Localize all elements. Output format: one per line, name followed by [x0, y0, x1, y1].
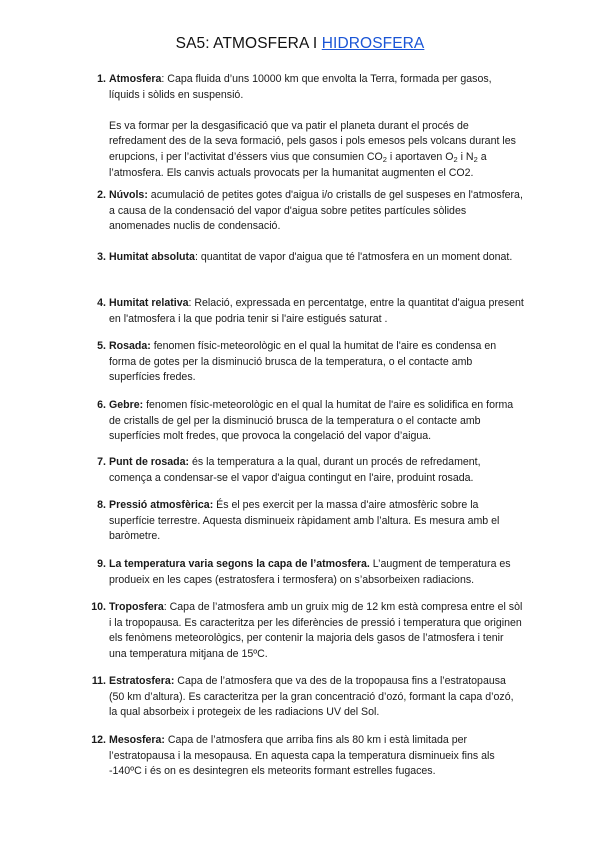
item-term: Humitat relativa	[109, 297, 189, 309]
hidrosfera-link[interactable]: HIDROSFERA	[321, 35, 425, 52]
title-prefix: SA5: ATMOSFERA I	[175, 35, 322, 52]
item-text: és la temperatura a la qual, durant un procés de refredament, comença a condensar-se el vapor d'aigua contingut en l'aire, produint rosada.	[109, 456, 481, 484]
item-text: Capa de l’atmosfera que va des de la tropopausa fins a l’estratopausa (50 km d’altura). Es caracteritza per la gran concentració d’ozó, formant la capa d’ozó, la qual absorbeix i protegeix de les radiacions UV del Sol.	[109, 675, 514, 719]
item-term: Troposfera	[109, 601, 164, 613]
item-number: 4.	[97, 297, 106, 309]
item-number: 3.	[97, 251, 106, 263]
item-text: : quantitat de vapor d'aigua que té l'atmosfera en un moment donat.	[194, 251, 513, 263]
item-term: Rosada:	[109, 340, 151, 352]
item-text: : Relació, expressada en percentatge, entre la quantitat d'aigua present en l'atmosfera i la que podria tenir si l'aire estigués saturat .	[109, 297, 524, 325]
item-text: Capa de l’atmosfera que arriba fins als 80 km i està limitada per l’estratopausa i la mesopausa. En aquesta capa la temperatura disminueix fins als -140ºC i és on es desintegren els meteorits formant estrelles fugaces.	[109, 734, 495, 778]
item-text: fenomen físic-meteorològic en el qual la humitat de l'aire es condensa en forma de gotes per la disminució brusca de la temperatura, o el contacte amb superfícies fredes.	[109, 340, 497, 384]
item-text: acumulació de petites gotes d'aigua i/o cristalls de gel suspeses en l'atmosfera, a causa de la condensació del vapor d'aigua sobre petites partícules sòlides anomenades nuclis de condensació.	[109, 189, 523, 233]
item-term: Mesosfera:	[109, 734, 165, 746]
item-number: 9.	[97, 558, 106, 570]
item-text: L’augment de temperatura es produeix en les capes (estratosfera i termosfera) on s’absorbeixen radiacions.	[109, 558, 511, 586]
item-paragraph: Es va formar per la desgasificació que va patir el planeta durant el procés de refredament des de la seva formació, pels gasos i pols emesos pels volcans durant les erupcions, i per l’activitat d’éssers vius que consumien $CO_2$ i aportaven $O_2$ i $N_2$ a l’atmosfera. Els canvis actuals provocats per la humanitat augmenten el CO2.	[109, 119, 516, 179]
item-term: La temperatura varia segons la capa de l’atmosfera.	[109, 558, 370, 570]
item-number: 11.	[91, 675, 106, 687]
item-number: 12.	[91, 734, 106, 746]
item-term: Punt de rosada:	[109, 456, 190, 468]
item-term: Humitat absoluta	[109, 251, 195, 263]
item-term: Estratosfera:	[109, 675, 175, 687]
item-number: 7.	[97, 456, 106, 468]
item-text: : Capa de l’atmosfera amb un gruix mig de 12 km està compresa entre el sòl i la tropopausa. Es caracteritza per les diferències de pressió i temperatura que originen els fenòmens meteorològics, per contenir la majoria dels gasos de l’atmosfera i tenir una temperatura mitjana de 15ºC.	[109, 601, 523, 660]
item-term: Núvols:	[109, 189, 148, 201]
item-number: 2.	[97, 189, 106, 201]
item-text: : Capa fluida d’uns 10000 km que envolta la Terra, formada per gasos, líquids i sòlids en suspensió.	[109, 73, 492, 101]
item-number: 6.	[97, 399, 106, 411]
item-term: Pressió atmosfèrica:	[109, 499, 214, 511]
item-number: 1.	[97, 73, 106, 85]
item-number: 5.	[97, 340, 106, 352]
item-term: Gebre:	[109, 399, 144, 411]
item-number: 10.	[91, 601, 106, 613]
item-number: 8.	[97, 499, 106, 511]
item-term: Atmosfera	[109, 73, 162, 85]
item-text: És el pes exercit per la massa d'aire atmosfèric sobre la superfície terrestre. Aquesta disminueix ràpidament amb l’altura. Es mesura amb el baròmetre.	[109, 499, 500, 543]
item-text: fenomen físic-meteorològic en el qual la humitat de l'aire es solidifica en forma de cristalls de gel per la disminució brusca de la temperatura o el contacte amb superfícies molt fredes, que provoca la congelació del vapor d’aigua.	[109, 399, 514, 443]
page-title	[0, 35, 600, 53]
